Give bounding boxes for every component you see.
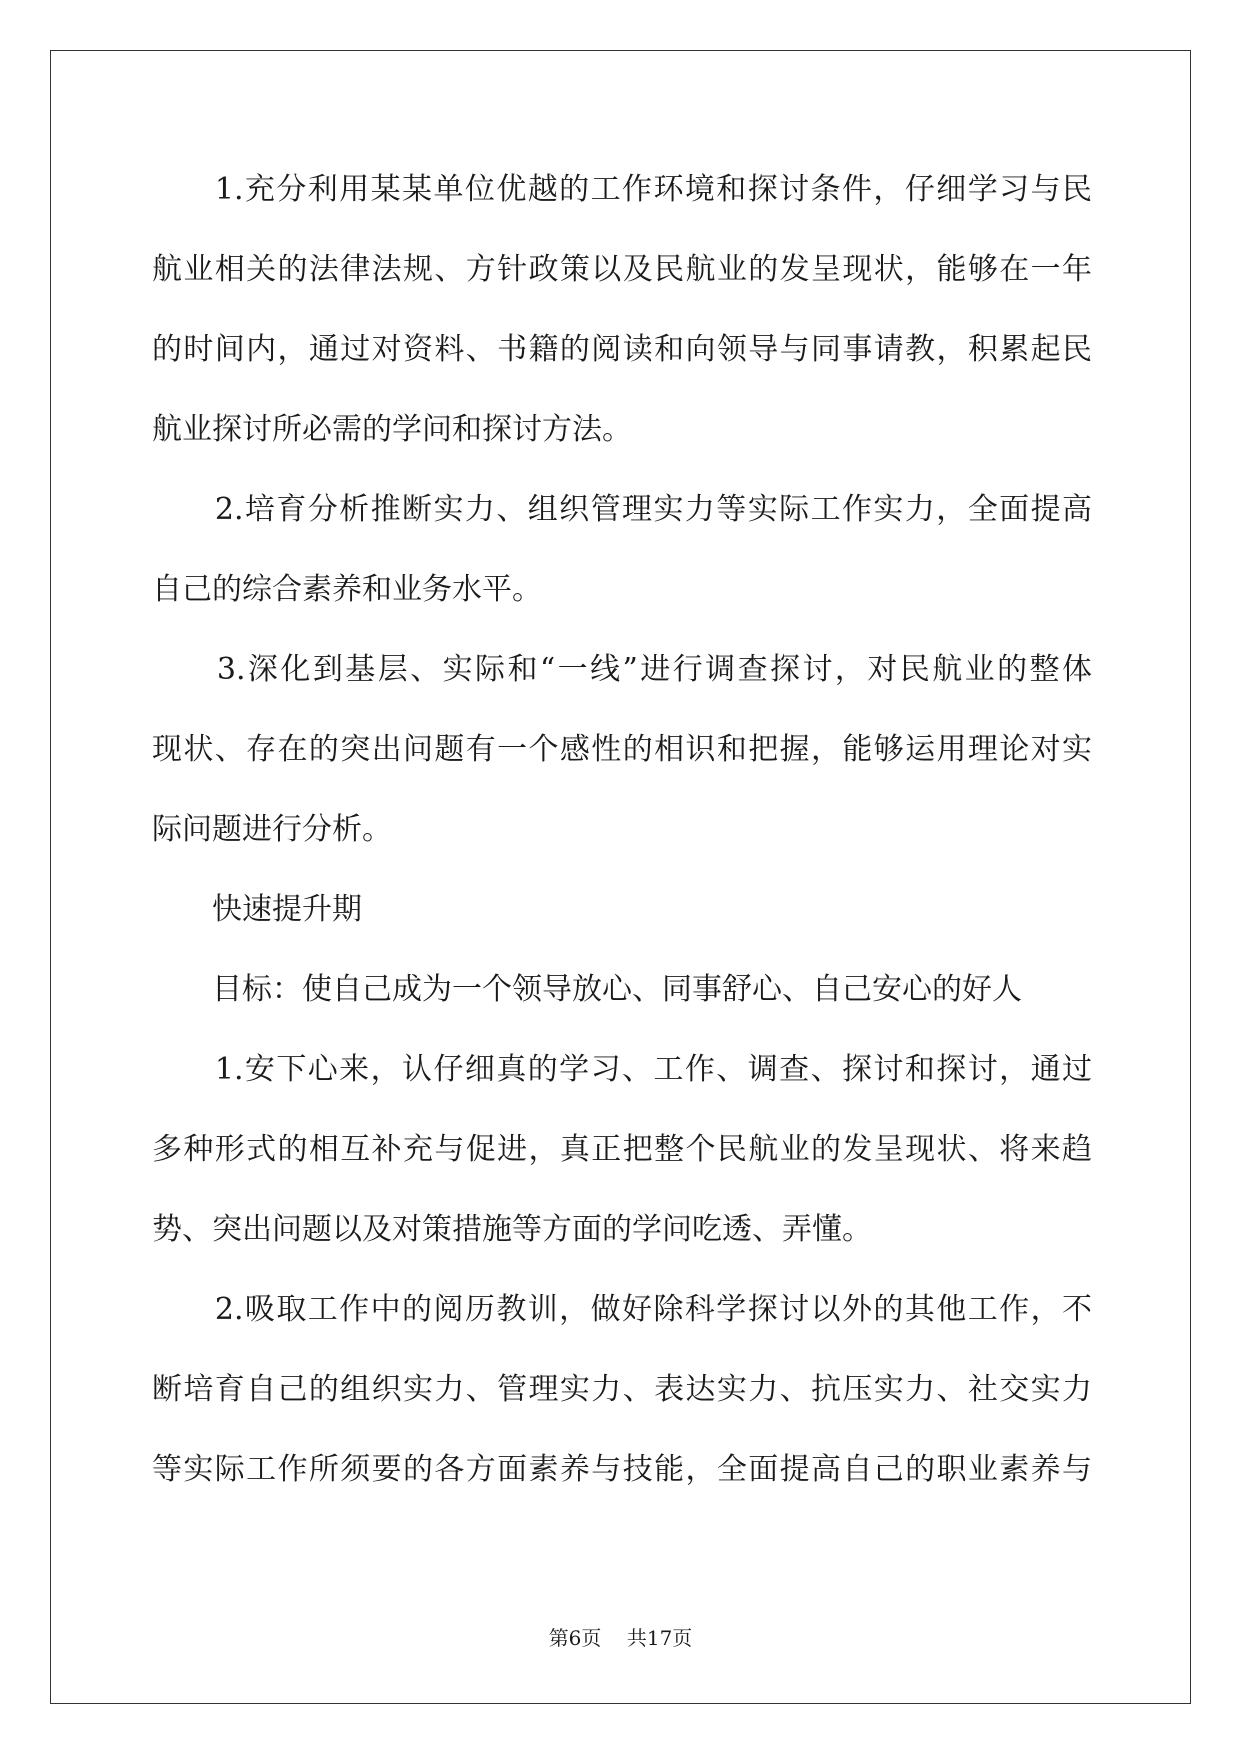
document-body [152,160,1092,1520]
goal-line: 目标：使自己成为一个领导放心、同事舒心、自己安心的好人 [152,972,1022,1007]
text-line: 势、突出问题以及对策措施等方面的学问吃透、弄懂。 [152,1212,872,1247]
text-line: 的时间内，通过对资料、书籍的阅读和向领导与同事请教，积累起民 [152,332,1092,367]
page-number: 第6页 [548,1626,602,1650]
text-line: 等实际工作所须要的各方面素养与技能，全面提高自己的职业素养与 [152,1452,1092,1487]
text-line: 1.充分利用某某单位优越的工作环境和探讨条件，仔细学习与民 [152,172,1092,207]
text-line: 航业相关的法律法规、方针政策以及民航业的发呈现状，能够在一年 [152,252,1092,287]
page-footer [0,1622,1241,1651]
text-line: 际问题进行分析。 [152,812,392,847]
text-line: 现状、存在的突出问题有一个感性的相识和把握，能够运用理论对实 [152,732,1092,767]
text-line: 多种形式的相互补充与促进，真正把整个民航业的发呈现状、将来趋 [152,1132,1092,1167]
text-line: 2.培育分析推断实力、组织管理实力等实际工作实力，全面提高 [152,492,1092,527]
text-line: 自己的综合素养和业务水平。 [152,572,542,607]
text-line: 3.深化到基层、实际和“一线”进行调查探讨，对民航业的整体 [152,652,1092,687]
text-line: 2.吸取工作中的阅历教训，做好除科学探讨以外的其他工作，不 [152,1292,1092,1327]
text-line: 航业探讨所必需的学问和探讨方法。 [152,412,632,447]
text-line: 断培育自己的组织实力、管理实力、表达实力、抗压实力、社交实力 [152,1372,1092,1407]
page-total: 共17页 [626,1626,693,1650]
text-line: 1.安下心来，认仔细真的学习、工作、调查、探讨和探讨，通过 [152,1052,1092,1087]
section-heading: 快速提升期 [152,892,362,927]
